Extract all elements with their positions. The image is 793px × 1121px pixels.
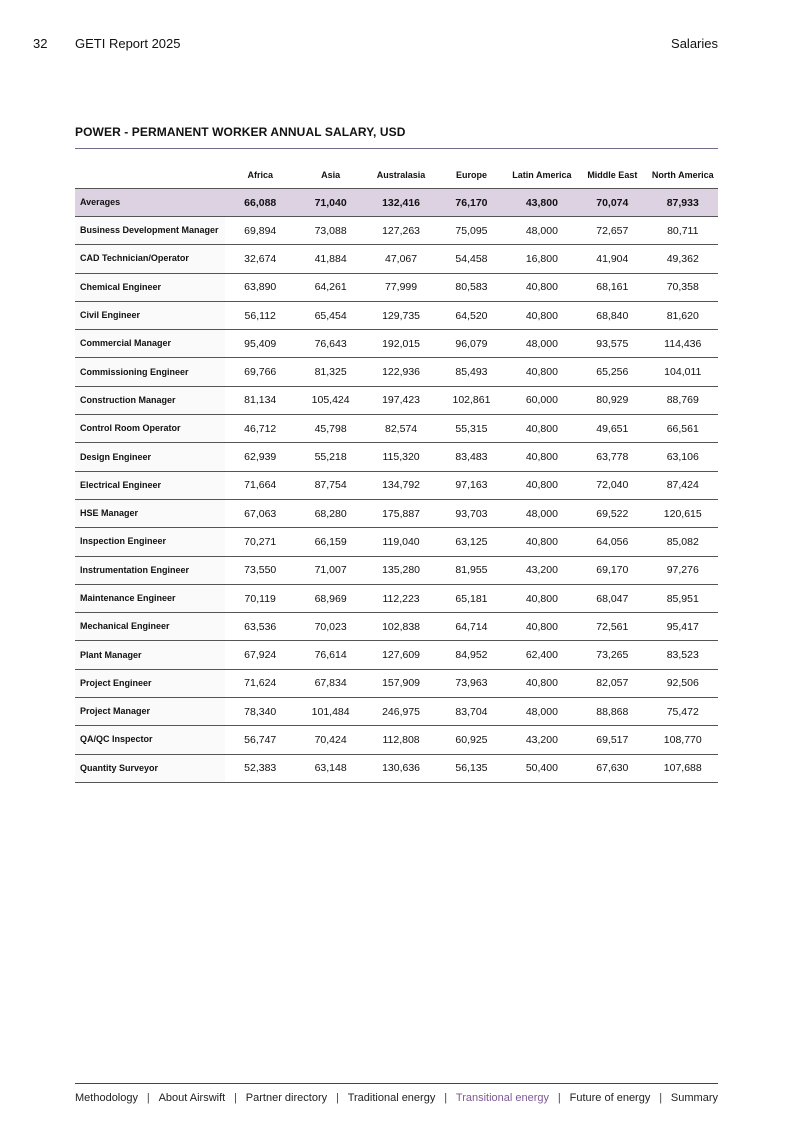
salary-value: 127,263 — [366, 217, 436, 245]
salary-value: 40,800 — [507, 584, 577, 612]
column-header: Australasia — [376, 170, 426, 180]
table-header — [75, 162, 718, 189]
salary-value: 82,057 — [577, 669, 647, 697]
salary-value: 66,561 — [648, 415, 718, 443]
role-name: Quantity Surveyor — [75, 754, 225, 782]
salary-value: 68,161 — [577, 273, 647, 301]
column-header: Latin America — [512, 170, 572, 180]
salary-value: 52,383 — [225, 754, 295, 782]
salary-value: 48,000 — [507, 698, 577, 726]
salary-value: 87,754 — [295, 471, 365, 499]
salary-value: 75,472 — [648, 698, 718, 726]
salary-value: 63,536 — [225, 613, 295, 641]
nav-separator: | — [444, 1092, 448, 1104]
salary-value: 63,890 — [225, 273, 295, 301]
salary-value: 40,800 — [507, 669, 577, 697]
salary-value: 43,200 — [507, 556, 577, 584]
salary-value: 60,925 — [436, 726, 506, 754]
salary-value: 80,711 — [648, 217, 718, 245]
salary-value: 157,909 — [366, 669, 436, 697]
salary-value: 55,218 — [295, 443, 365, 471]
salary-value: 41,904 — [577, 245, 647, 273]
salary-value: 63,148 — [295, 754, 365, 782]
salary-value: 73,963 — [436, 669, 506, 697]
salary-value: 68,840 — [577, 301, 647, 329]
salary-value: 70,358 — [648, 273, 718, 301]
salary-value: 73,088 — [295, 217, 365, 245]
salary-value: 87,933 — [648, 189, 718, 217]
salary-value: 56,747 — [225, 726, 295, 754]
salary-value: 132,416 — [366, 189, 436, 217]
table-row — [75, 245, 718, 273]
nav-separator: | — [146, 1092, 150, 1104]
salary-value: 68,969 — [295, 584, 365, 612]
section-name: Salaries — [671, 36, 718, 51]
salary-value: 49,362 — [648, 245, 718, 273]
salary-value: 48,000 — [507, 499, 577, 527]
salary-value: 97,163 — [436, 471, 506, 499]
role-name: Mechanical Engineer — [75, 613, 225, 641]
salary-value: 66,088 — [225, 189, 295, 217]
salary-value: 93,575 — [577, 330, 647, 358]
role-name: Electrical Engineer — [75, 471, 225, 499]
salary-value: 70,119 — [225, 584, 295, 612]
salary-value: 112,808 — [366, 726, 436, 754]
salary-value: 72,561 — [577, 613, 647, 641]
salary-value: 63,125 — [436, 528, 506, 556]
role-name: Project Engineer — [75, 669, 225, 697]
role-name: HSE Manager — [75, 499, 225, 527]
report-title: GETI Report 2025 — [75, 36, 181, 51]
salary-value: 112,223 — [366, 584, 436, 612]
salary-value: 70,424 — [295, 726, 365, 754]
salary-value: 108,770 — [648, 726, 718, 754]
salary-value: 78,340 — [225, 698, 295, 726]
table-row — [75, 556, 718, 584]
salary-value: 65,454 — [295, 301, 365, 329]
salary-value: 80,929 — [577, 386, 647, 414]
salary-value: 62,939 — [225, 443, 295, 471]
salary-value: 134,792 — [366, 471, 436, 499]
salary-value: 83,483 — [436, 443, 506, 471]
footer-nav — [75, 1092, 718, 1104]
header-row — [75, 162, 718, 189]
table-row — [75, 273, 718, 301]
salary-value: 72,657 — [577, 217, 647, 245]
table-body — [75, 189, 718, 783]
salary-value: 68,280 — [295, 499, 365, 527]
salary-value: 71,040 — [295, 189, 365, 217]
table-row — [75, 613, 718, 641]
salary-value: 246,975 — [366, 698, 436, 726]
salary-value: 65,256 — [577, 358, 647, 386]
salary-value: 71,624 — [225, 669, 295, 697]
salary-value: 67,630 — [577, 754, 647, 782]
salary-value: 16,800 — [507, 245, 577, 273]
salary-value: 81,955 — [436, 556, 506, 584]
table-row — [75, 386, 718, 414]
salary-value: 130,636 — [366, 754, 436, 782]
salary-value: 65,181 — [436, 584, 506, 612]
footer-nav-link[interactable]: Methodology — [75, 1092, 138, 1104]
salary-value: 85,951 — [648, 584, 718, 612]
salary-value: 47,067 — [366, 245, 436, 273]
salary-value: 49,651 — [577, 415, 647, 443]
salary-value: 72,040 — [577, 471, 647, 499]
salary-value: 135,280 — [366, 556, 436, 584]
salary-value: 69,522 — [577, 499, 647, 527]
salary-value: 50,400 — [507, 754, 577, 782]
salary-value: 107,688 — [648, 754, 718, 782]
role-name: Civil Engineer — [75, 301, 225, 329]
role-name: Control Room Operator — [75, 415, 225, 443]
salary-value: 40,800 — [507, 273, 577, 301]
salary-value: 192,015 — [366, 330, 436, 358]
salary-value: 48,000 — [507, 330, 577, 358]
salary-value: 197,423 — [366, 386, 436, 414]
role-name: QA/QC Inspector — [75, 726, 225, 754]
salary-value: 104,011 — [648, 358, 718, 386]
salary-value: 40,800 — [507, 613, 577, 641]
salary-value: 69,517 — [577, 726, 647, 754]
salary-value: 43,800 — [507, 189, 577, 217]
salary-value: 105,424 — [295, 386, 365, 414]
nav-separator: | — [335, 1092, 339, 1104]
title-divider — [75, 148, 718, 149]
column-header-role — [75, 162, 225, 189]
salary-value: 67,063 — [225, 499, 295, 527]
footer-divider — [75, 1083, 718, 1084]
salary-value: 95,409 — [225, 330, 295, 358]
salary-value: 68,047 — [577, 584, 647, 612]
footer-nav-link[interactable]: Transitional energy — [455, 1092, 550, 1104]
salary-value: 76,643 — [295, 330, 365, 358]
table-row — [75, 726, 718, 754]
role-name: Construction Manager — [75, 386, 225, 414]
salary-value: 84,952 — [436, 641, 506, 669]
salary-value: 48,000 — [507, 217, 577, 245]
salary-value: 81,325 — [295, 358, 365, 386]
salary-value: 46,712 — [225, 415, 295, 443]
salary-value: 93,703 — [436, 499, 506, 527]
table-row — [75, 528, 718, 556]
salary-value: 82,574 — [366, 415, 436, 443]
salary-value: 60,000 — [507, 386, 577, 414]
role-name: Maintenance Engineer — [75, 584, 225, 612]
salary-value: 64,056 — [577, 528, 647, 556]
salary-value: 40,800 — [507, 358, 577, 386]
table-row — [75, 443, 718, 471]
salary-value: 69,766 — [225, 358, 295, 386]
table-title: POWER - PERMANENT WORKER ANNUAL SALARY, USD — [75, 125, 406, 139]
salary-value: 129,735 — [366, 301, 436, 329]
salary-value: 40,800 — [507, 443, 577, 471]
footer-nav-link[interactable]: Summary — [670, 1092, 718, 1104]
column-header: Europe — [455, 170, 487, 180]
page-number: 32 — [33, 36, 48, 51]
column-header: Africa — [247, 170, 273, 180]
table-row — [75, 754, 718, 782]
nav-separator: | — [659, 1092, 663, 1104]
table-row — [75, 217, 718, 245]
table-row — [75, 301, 718, 329]
salary-value: 63,778 — [577, 443, 647, 471]
salary-value: 73,265 — [577, 641, 647, 669]
table-row — [75, 499, 718, 527]
salary-value: 67,834 — [295, 669, 365, 697]
salary-value: 87,424 — [648, 471, 718, 499]
footer-nav-link[interactable]: Partner directory — [245, 1092, 328, 1104]
salary-value: 88,868 — [577, 698, 647, 726]
footer-nav-link[interactable]: About Airswift — [158, 1092, 226, 1104]
table-row — [75, 584, 718, 612]
salary-value: 81,620 — [648, 301, 718, 329]
column-header: Asia — [321, 170, 341, 180]
salary-value: 76,614 — [295, 641, 365, 669]
salary-value: 102,838 — [366, 613, 436, 641]
salary-value: 66,159 — [295, 528, 365, 556]
table-row — [75, 641, 718, 669]
role-name: Plant Manager — [75, 641, 225, 669]
salary-value: 85,493 — [436, 358, 506, 386]
nav-separator: | — [234, 1092, 237, 1104]
role-name: Averages — [75, 189, 225, 217]
salary-value: 81,134 — [225, 386, 295, 414]
nav-separator: | — [557, 1092, 561, 1104]
role-name: Project Manager — [75, 698, 225, 726]
role-name: Instrumentation Engineer — [75, 556, 225, 584]
salary-value: 41,884 — [295, 245, 365, 273]
salary-value: 114,436 — [648, 330, 718, 358]
salary-table — [75, 162, 718, 783]
footer-nav-link[interactable]: Traditional energy — [347, 1092, 436, 1104]
role-name: Inspection Engineer — [75, 528, 225, 556]
page-header — [0, 34, 793, 54]
salary-value: 40,800 — [507, 301, 577, 329]
salary-value: 83,704 — [436, 698, 506, 726]
table-row — [75, 669, 718, 697]
salary-value: 45,798 — [295, 415, 365, 443]
column-header: Middle East — [587, 170, 638, 180]
salary-value: 71,664 — [225, 471, 295, 499]
salary-value: 67,924 — [225, 641, 295, 669]
column-header: North America — [651, 170, 714, 180]
footer-nav-link[interactable]: Future of energy — [569, 1092, 651, 1104]
salary-value: 97,276 — [648, 556, 718, 584]
salary-value: 32,674 — [225, 245, 295, 273]
salary-value: 63,106 — [648, 443, 718, 471]
role-name: Chemical Engineer — [75, 273, 225, 301]
salary-value: 70,271 — [225, 528, 295, 556]
salary-value: 120,615 — [648, 499, 718, 527]
salary-value: 92,506 — [648, 669, 718, 697]
salary-value: 43,200 — [507, 726, 577, 754]
salary-value: 40,800 — [507, 471, 577, 499]
salary-value: 85,082 — [648, 528, 718, 556]
role-name: Commissioning Engineer — [75, 358, 225, 386]
role-name: Commercial Manager — [75, 330, 225, 358]
salary-value: 55,315 — [436, 415, 506, 443]
role-name: CAD Technician/Operator — [75, 245, 225, 273]
table-row — [75, 358, 718, 386]
salary-value: 175,887 — [366, 499, 436, 527]
table-row — [75, 471, 718, 499]
table-row — [75, 330, 718, 358]
salary-value: 76,170 — [436, 189, 506, 217]
table-row — [75, 415, 718, 443]
table-row — [75, 698, 718, 726]
averages-row — [75, 189, 718, 217]
salary-value: 122,936 — [366, 358, 436, 386]
salary-value: 70,023 — [295, 613, 365, 641]
salary-value: 115,320 — [366, 443, 436, 471]
salary-value: 56,112 — [225, 301, 295, 329]
salary-value: 70,074 — [577, 189, 647, 217]
salary-value: 96,079 — [436, 330, 506, 358]
salary-value: 95,417 — [648, 613, 718, 641]
salary-value: 73,550 — [225, 556, 295, 584]
salary-value: 64,520 — [436, 301, 506, 329]
role-name: Business Development Manager — [75, 217, 225, 245]
salary-value: 64,261 — [295, 273, 365, 301]
salary-value: 56,135 — [436, 754, 506, 782]
salary-value: 88,769 — [648, 386, 718, 414]
salary-value: 80,583 — [436, 273, 506, 301]
salary-value: 71,007 — [295, 556, 365, 584]
salary-value: 69,170 — [577, 556, 647, 584]
salary-value: 119,040 — [366, 528, 436, 556]
salary-value: 77,999 — [366, 273, 436, 301]
salary-value: 75,095 — [436, 217, 506, 245]
salary-value: 54,458 — [436, 245, 506, 273]
salary-value: 64,714 — [436, 613, 506, 641]
salary-value: 62,400 — [507, 641, 577, 669]
salary-value: 40,800 — [507, 528, 577, 556]
salary-value: 127,609 — [366, 641, 436, 669]
salary-value: 69,894 — [225, 217, 295, 245]
salary-value: 101,484 — [295, 698, 365, 726]
salary-value: 102,861 — [436, 386, 506, 414]
salary-value: 83,523 — [648, 641, 718, 669]
salary-value: 40,800 — [507, 415, 577, 443]
role-name: Design Engineer — [75, 443, 225, 471]
